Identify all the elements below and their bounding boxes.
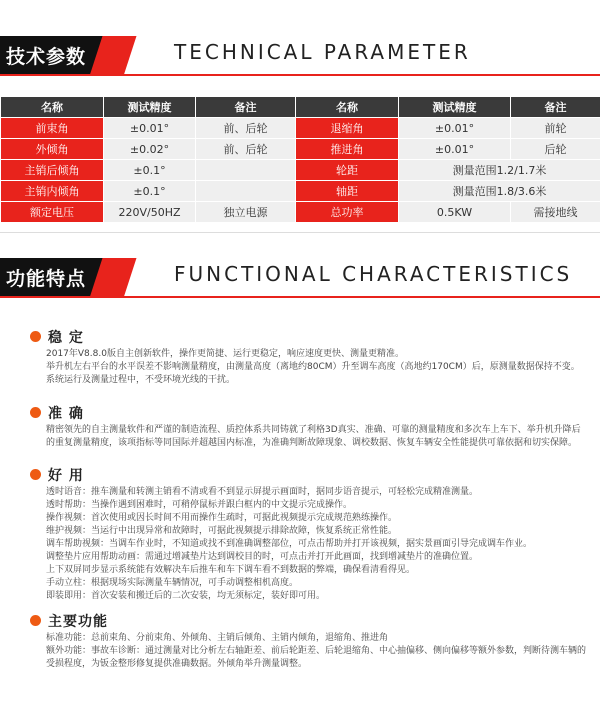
parameter-name: 总功率 bbox=[296, 202, 399, 223]
feature-line: 精密领先的自主测量软件和严谨的制造流程、质控体系共同铸就了利格3D真实、准确、可靠的测量精度和多次车上车下、举升机升降后的重复测量精度，该项指标等同国际并超越国内标准，为准确判断故障现象、调校数据、恢复车辆安全性能提供可靠依据和切实保障。 bbox=[46, 425, 581, 448]
precision-value: ±0.1° bbox=[104, 181, 196, 202]
header-tab bbox=[0, 258, 140, 298]
section-title-en: TECHNICAL PARAMETER bbox=[174, 40, 471, 64]
remark: 前轮 bbox=[511, 118, 600, 139]
parameter-name: 退缩角 bbox=[296, 118, 399, 139]
feature-line: 2017年V8.8.0版自主创新软件，操作更简捷、运行更稳定，响应速度更快、测量更精准。 bbox=[46, 349, 404, 359]
table-header-cell: 测试精度 bbox=[399, 97, 511, 118]
table-header-cell: 备注 bbox=[511, 97, 600, 118]
table-row bbox=[1, 118, 600, 139]
parameter-name: 前束角 bbox=[1, 118, 104, 139]
measurement-range: 测量范围1.8/3.6米 bbox=[399, 181, 600, 202]
parameter-table bbox=[0, 96, 600, 223]
section-title-cn: 功能特点 bbox=[6, 268, 87, 290]
feature-line: 上下双屏同步显示系统能有效解决车后推车和车下调车看不到数据的弊端，确保看清看得见。 bbox=[46, 565, 416, 575]
bullet-dot-icon bbox=[30, 331, 41, 342]
remark: 前、后轮 bbox=[196, 139, 296, 160]
precision-value: 220V/50HZ bbox=[104, 202, 196, 223]
section-title-en: FUNCTIONAL CHARACTERISTICS bbox=[174, 262, 573, 286]
bullet-dot-icon bbox=[30, 615, 41, 626]
table-header-cell: 备注 bbox=[196, 97, 296, 118]
section-title-cn: 技术参数 bbox=[6, 46, 87, 68]
remark: 需接地线 bbox=[511, 202, 600, 223]
parameter-name: 额定电压 bbox=[1, 202, 104, 223]
precision-value: ±0.01° bbox=[399, 139, 511, 160]
feature-line: 调整垫片应用帮助动画：需通过增减垫片达到调校目的时，可点击并打开此画面，找到增减垫片的准确位置。 bbox=[46, 552, 479, 562]
remark bbox=[196, 160, 296, 181]
measurement-range: 测量范围1.2/1.7米 bbox=[399, 160, 600, 181]
functional-characteristics-header bbox=[0, 258, 600, 298]
feature-line: 标准功能：总前束角、分前束角、外倾角、主销后倾角、主销内倾角，退缩角、推进角 bbox=[46, 633, 389, 643]
technical-parameter-header bbox=[0, 36, 600, 76]
feature-line: 透时语音：推车测量和转测主销看不清或看不到显示屏提示画面时，据同步语音提示，可轻松完成精准测量。 bbox=[46, 487, 479, 497]
feature-line: 额外功能：事故车诊断：通过测量对比分析左右轴距差、前后轮距差、后轮退缩角、中心抽偏移、侧向偏移等额外参数，判断待测车辆的受损程度，为钣金整形修复提供准确数据。外倾角举升测量调整。 bbox=[46, 646, 586, 669]
feature-line: 举升机左右平台的水平误差不影响测量精度，由测量高度（离地约80CM）升至调车高度（高地约170CM）后，原测量数据保持不变。 bbox=[46, 362, 580, 372]
feature-line: 维护视频：当运行中出现异常和故障时，可据此视频提示排除故障，恢复系统正常性能。 bbox=[46, 526, 398, 536]
table-row bbox=[1, 202, 600, 223]
feature-line: 透时帮助：当操作遇到困难时，可稍停鼠标并跟白框内的中文提示完成操作。 bbox=[46, 500, 353, 510]
table-header-row bbox=[1, 97, 600, 118]
parameter-name: 主销内倾角 bbox=[1, 181, 104, 202]
feature-line: 操作视频：首次使用或因长时间不用而操作生疏时，可据此视频提示完成规范熟练操作。 bbox=[46, 513, 398, 523]
table-header-cell: 测试精度 bbox=[104, 97, 196, 118]
parameter-name: 轴距 bbox=[296, 181, 399, 202]
table-header-cell: 名称 bbox=[1, 97, 104, 118]
remark: 前、后轮 bbox=[196, 118, 296, 139]
table-row bbox=[1, 160, 600, 181]
table-row bbox=[1, 139, 600, 160]
parameter-name: 推进角 bbox=[296, 139, 399, 160]
table-header-cell: 名称 bbox=[296, 97, 399, 118]
section-divider bbox=[0, 232, 600, 233]
feature-line: 手动立柱：根据现场实际测量车辆情况，可手动调整相机高度。 bbox=[46, 578, 299, 588]
feature-line: 调车帮助视频：当调车作业时，不知道或找不到准确调整部位，可点击帮助并打开该视频，据实景画面引导完成调车作业。 bbox=[46, 539, 533, 549]
remark bbox=[196, 181, 296, 202]
precision-value: ±0.01° bbox=[399, 118, 511, 139]
precision-value: 0.5KW bbox=[399, 202, 511, 223]
precision-value: ±0.01° bbox=[104, 118, 196, 139]
feature-line: 系统运行及测量过程中，不受环境光线的干扰。 bbox=[46, 375, 236, 385]
remark: 后轮 bbox=[511, 139, 600, 160]
feature-line: 即装即用：首次安装和搬迁后的二次安装，均无须标定，装好即可用。 bbox=[46, 591, 326, 601]
bullet-dot-icon bbox=[30, 469, 41, 480]
header-tab bbox=[0, 36, 140, 76]
parameter-name: 外倾角 bbox=[1, 139, 104, 160]
bullet-dot-icon bbox=[30, 407, 41, 418]
precision-value: ±0.1° bbox=[104, 160, 196, 181]
precision-value: ±0.02° bbox=[104, 139, 196, 160]
parameter-name: 主销后倾角 bbox=[1, 160, 104, 181]
parameter-name: 轮距 bbox=[296, 160, 399, 181]
table-row bbox=[1, 181, 600, 202]
remark: 独立电源 bbox=[196, 202, 296, 223]
